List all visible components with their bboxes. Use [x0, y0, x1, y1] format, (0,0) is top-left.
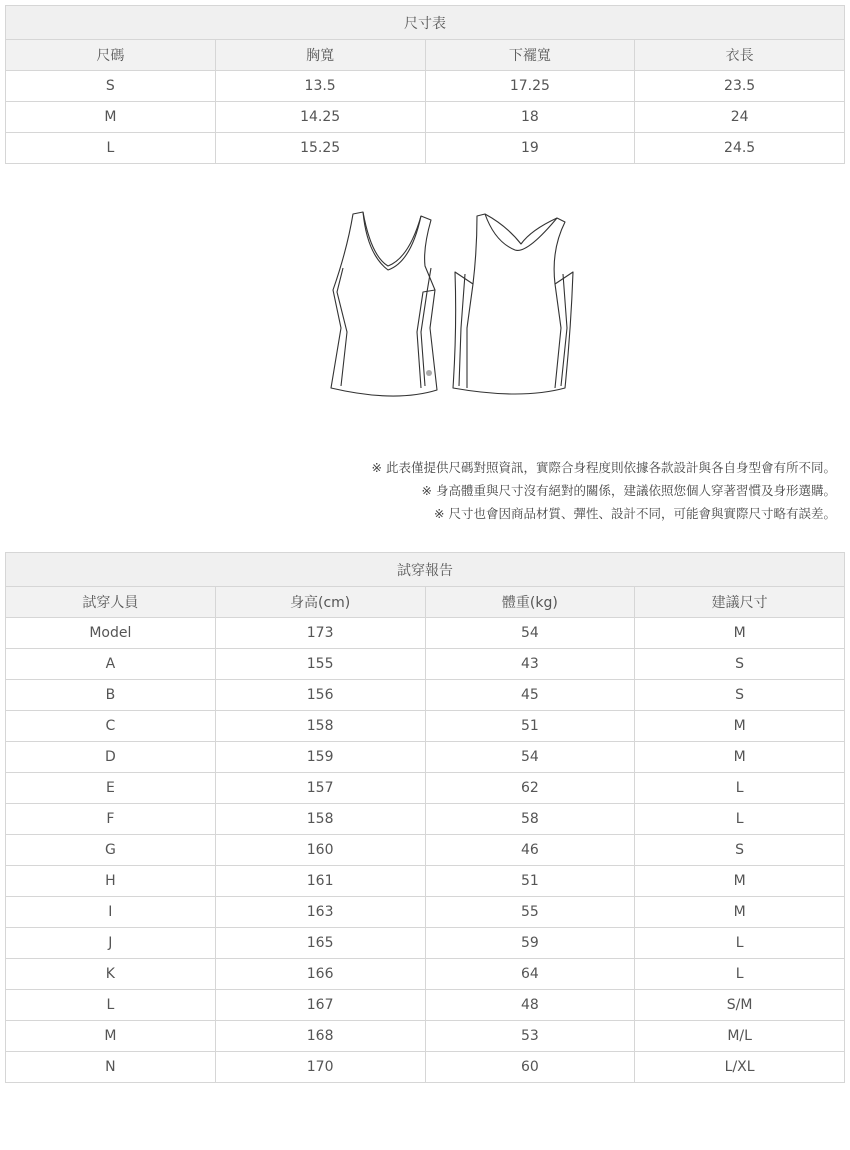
- table-cell: 54: [425, 742, 635, 773]
- table-cell: 159: [215, 742, 425, 773]
- table-cell: 60: [425, 1052, 635, 1083]
- table-cell: S: [635, 835, 845, 866]
- table-cell: Model: [6, 618, 216, 649]
- table-cell: M: [635, 711, 845, 742]
- table-cell: S: [635, 649, 845, 680]
- table-cell: 17.25: [425, 71, 635, 102]
- table-row: [6, 804, 845, 835]
- table-cell: L: [635, 804, 845, 835]
- table-cell: 166: [215, 959, 425, 990]
- table-row: [6, 649, 845, 680]
- table-cell: 24: [635, 102, 845, 133]
- table-cell: 157: [215, 773, 425, 804]
- table-row: [6, 773, 845, 804]
- table-cell: B: [6, 680, 216, 711]
- size-chart-title: 尺寸表: [6, 6, 845, 40]
- table-cell: 53: [425, 1021, 635, 1052]
- table-cell: 19: [425, 133, 635, 164]
- table-cell: 43: [425, 649, 635, 680]
- table-cell: 45: [425, 680, 635, 711]
- table-cell: 160: [215, 835, 425, 866]
- table-cell: L: [635, 928, 845, 959]
- table-row: [6, 742, 845, 773]
- table-cell: H: [6, 866, 216, 897]
- table-cell: 51: [425, 866, 635, 897]
- table-cell: 18: [425, 102, 635, 133]
- table-cell: M: [635, 866, 845, 897]
- size-chart-body: [6, 71, 845, 164]
- table-cell: G: [6, 835, 216, 866]
- table-cell: M: [6, 102, 216, 133]
- table-cell: 62: [425, 773, 635, 804]
- table-row: [6, 928, 845, 959]
- table-cell: 155: [215, 649, 425, 680]
- table-cell: 173: [215, 618, 425, 649]
- table-cell: J: [6, 928, 216, 959]
- table-row: [6, 897, 845, 928]
- trial-report-table: [5, 552, 845, 1083]
- trial-report-body: [6, 618, 845, 1083]
- size-chart-table: [5, 5, 845, 164]
- column-header-height: 身高(cm): [215, 587, 425, 618]
- table-cell: M: [6, 1021, 216, 1052]
- table-row: [6, 71, 845, 102]
- table-cell: M/L: [635, 1021, 845, 1052]
- table-row: [6, 1052, 845, 1083]
- table-cell: M: [635, 742, 845, 773]
- table-cell: 158: [215, 711, 425, 742]
- table-cell: S: [6, 71, 216, 102]
- table-cell: S/M: [635, 990, 845, 1021]
- table-row: [6, 680, 845, 711]
- table-cell: L: [635, 959, 845, 990]
- table-cell: 58: [425, 804, 635, 835]
- column-header-hem-width: 下襬寬: [425, 40, 635, 71]
- table-cell: 23.5: [635, 71, 845, 102]
- table-cell: S: [635, 680, 845, 711]
- table-cell: 163: [215, 897, 425, 928]
- back-view-illustration: [453, 214, 573, 394]
- table-cell: 48: [425, 990, 635, 1021]
- table-cell: N: [6, 1052, 216, 1083]
- front-view-illustration: [331, 212, 437, 396]
- table-cell: A: [6, 649, 216, 680]
- table-cell: 59: [425, 928, 635, 959]
- table-cell: C: [6, 711, 216, 742]
- column-header-tester: 試穿人員: [6, 587, 216, 618]
- table-cell: K: [6, 959, 216, 990]
- column-header-weight: 體重(kg): [425, 587, 635, 618]
- table-cell: 13.5: [215, 71, 425, 102]
- table-cell: F: [6, 804, 216, 835]
- column-header-length: 衣長: [635, 40, 845, 71]
- table-cell: 170: [215, 1052, 425, 1083]
- table-cell: M: [635, 618, 845, 649]
- note-line: ※ 此表僅提供尺碼對照資訊，實際合身程度則依據各款設計與各自身型會有所不同。: [371, 460, 836, 475]
- table-cell: 167: [215, 990, 425, 1021]
- size-notes: [372, 456, 836, 525]
- table-cell: 55: [425, 897, 635, 928]
- table-row: [6, 618, 845, 649]
- table-cell: 158: [215, 804, 425, 835]
- table-row: [6, 866, 845, 897]
- table-row: [6, 102, 845, 133]
- table-cell: 14.25: [215, 102, 425, 133]
- tank-top-illustration: [325, 208, 585, 408]
- table-row: [6, 835, 845, 866]
- column-header-size: 尺碼: [6, 40, 216, 71]
- table-cell: 168: [215, 1021, 425, 1052]
- note-line: ※ 尺寸也會因商品材質、彈性、設計不同，可能會與實際尺寸略有誤差。: [434, 506, 836, 521]
- table-cell: 46: [425, 835, 635, 866]
- table-cell: I: [6, 897, 216, 928]
- table-cell: L/XL: [635, 1052, 845, 1083]
- table-cell: 15.25: [215, 133, 425, 164]
- table-row: [6, 990, 845, 1021]
- table-cell: E: [6, 773, 216, 804]
- table-cell: D: [6, 742, 216, 773]
- table-cell: 64: [425, 959, 635, 990]
- table-row: [6, 133, 845, 164]
- column-header-suggested-size: 建議尺寸: [635, 587, 845, 618]
- table-cell: 165: [215, 928, 425, 959]
- table-cell: 161: [215, 866, 425, 897]
- column-header-chest-width: 胸寬: [215, 40, 425, 71]
- table-cell: 156: [215, 680, 425, 711]
- table-cell: 24.5: [635, 133, 845, 164]
- table-cell: 51: [425, 711, 635, 742]
- table-cell: L: [6, 133, 216, 164]
- table-row: [6, 711, 845, 742]
- table-cell: 54: [425, 618, 635, 649]
- table-row: [6, 959, 845, 990]
- table-row: [6, 1021, 845, 1052]
- trial-report-title: 試穿報告: [6, 553, 845, 587]
- note-line: ※ 身高體重與尺寸沒有絕對的關係，建議依照您個人穿著習慣及身形選購。: [421, 483, 836, 498]
- table-cell: L: [635, 773, 845, 804]
- table-cell: M: [635, 897, 845, 928]
- table-cell: L: [6, 990, 216, 1021]
